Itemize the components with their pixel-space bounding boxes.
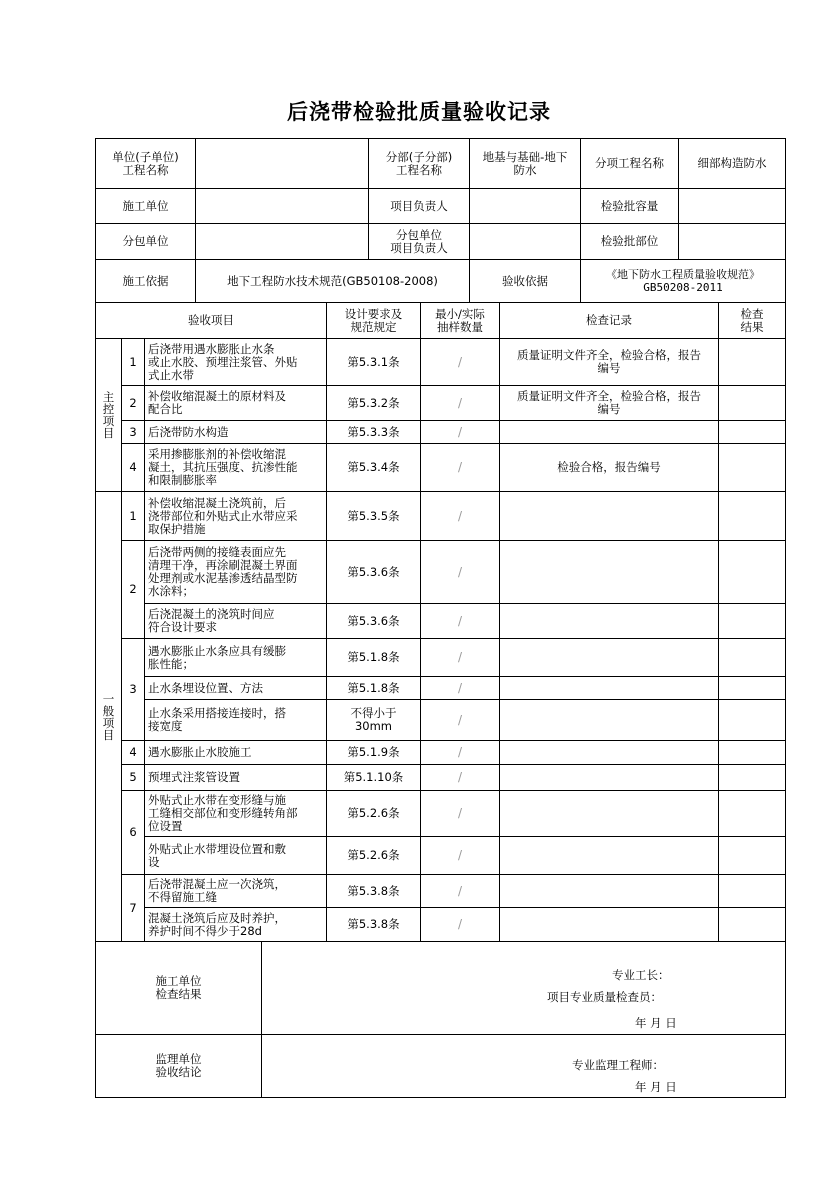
division-project-name-value: 地基与基础-地下 防水 (469, 138, 581, 189)
main-item-sample-slash: / (420, 420, 500, 444)
main-item-result-field[interactable] (718, 443, 786, 492)
main-item-result-field[interactable] (718, 420, 786, 444)
general-item-clause: 第5.1.8条 (326, 638, 421, 677)
subcontractor-label: 分包单位 (95, 223, 196, 260)
contractor-check-label: 施工单位 检查结果 (95, 941, 262, 1035)
general-item-number: 4 (121, 740, 145, 765)
general-item-description: 止水条埋设位置、方法 (144, 676, 327, 700)
general-item-result-field[interactable] (718, 764, 786, 791)
batch-location-field[interactable] (678, 223, 786, 260)
supervisor-date: 年 月 日 (635, 1080, 677, 1094)
general-item-description: 后浇带两侧的接缝表面应先 清理干净，再涂刷混凝土界面 处理剂或水泥基渗透结晶型防 水涂料； (144, 540, 327, 604)
general-item-description: 遇水膨胀止水条应具有缓膨 胀性能； (144, 638, 327, 677)
general-item-record-field[interactable] (499, 790, 719, 837)
general-item-description: 止水条采用搭接连接时，搭 接宽度 (144, 699, 327, 741)
general-item-description: 预埋式注浆管设置 (144, 764, 327, 791)
general-item-result-field[interactable] (718, 699, 786, 741)
general-item-number: 2 (121, 540, 145, 639)
qc-inspector-signature-label: 项目专业质量检查员： (547, 990, 662, 1004)
general-item-clause: 第5.3.8条 (326, 874, 421, 908)
general-item-result-field[interactable] (718, 874, 786, 908)
column-header-item: 验收项目 (95, 302, 327, 339)
main-item-clause: 第5.3.4条 (326, 443, 421, 492)
main-item-clause: 第5.3.3条 (326, 420, 421, 444)
general-item-description: 外贴式止水带在变形缝与施 工缝相交部位和变形缝转角部 位设置 (144, 790, 327, 837)
general-item-number: 6 (121, 790, 145, 875)
batch-capacity-field[interactable] (678, 188, 786, 224)
contractor-label: 施工单位 (95, 188, 196, 224)
general-item-sample-slash: / (420, 491, 500, 541)
sub-project-manager-label: 分包单位 项目负责人 (368, 223, 470, 260)
main-control-group-label: 主 控 项 目 (95, 338, 122, 492)
contractor-check-area[interactable] (261, 941, 786, 1035)
main-item-sample-slash: / (420, 443, 500, 492)
division-project-name-label: 分部(子分部) 工程名称 (368, 138, 470, 189)
column-header-design: 设计要求及 规范规定 (326, 302, 421, 339)
project-manager-field[interactable] (469, 188, 581, 224)
unit-project-name-field[interactable] (195, 138, 369, 189)
supervisor-conclusion-area[interactable] (261, 1034, 786, 1098)
general-item-sample-slash: / (420, 603, 500, 639)
supervising-engineer-signature-label: 专业监理工程师： (572, 1058, 664, 1072)
general-item-record-field[interactable] (499, 874, 719, 908)
general-item-clause: 第5.2.6条 (326, 790, 421, 837)
project-manager-label: 项目负责人 (368, 188, 470, 224)
general-item-result-field[interactable] (718, 676, 786, 700)
general-item-result-field[interactable] (718, 836, 786, 875)
subitem-project-name-label: 分项工程名称 (580, 138, 679, 189)
general-item-record-field[interactable] (499, 638, 719, 677)
general-item-clause: 第5.3.8条 (326, 907, 421, 942)
general-item-record-field[interactable] (499, 836, 719, 875)
supervisor-conclusion-label: 监理单位 验收结论 (95, 1034, 262, 1098)
general-item-clause: 第5.2.6条 (326, 836, 421, 875)
general-item-result-field[interactable] (718, 638, 786, 677)
general-item-result-field[interactable] (718, 540, 786, 604)
contractor-field[interactable] (195, 188, 369, 224)
general-item-sample-slash: / (420, 540, 500, 604)
general-item-record-field[interactable] (499, 699, 719, 741)
general-item-sample-slash: / (420, 790, 500, 837)
main-item-description: 后浇带防水构造 (144, 420, 327, 444)
construction-basis-value: 地下工程防水技术规范(GB50108-2008) (195, 259, 470, 303)
general-item-clause: 第5.3.6条 (326, 603, 421, 639)
main-item-result-field[interactable] (718, 338, 786, 386)
general-item-record-field[interactable] (499, 764, 719, 791)
general-item-description: 后浇带混凝土应一次浇筑， 不得留施工缝 (144, 874, 327, 908)
main-item-number: 2 (121, 385, 145, 421)
main-item-record[interactable] (499, 420, 719, 444)
general-group-label: 一 般 项 目 (95, 491, 122, 942)
batch-location-label: 检验批部位 (580, 223, 679, 260)
general-item-description: 补偿收缩混凝土浇筑前，后 浇带部位和外贴式止水带应采 取保护措施 (144, 491, 327, 541)
general-item-number: 1 (121, 491, 145, 541)
general-item-clause: 第5.3.6条 (326, 540, 421, 604)
general-item-sample-slash: / (420, 836, 500, 875)
general-item-description: 遇水膨胀止水胶施工 (144, 740, 327, 765)
main-item-number: 4 (121, 443, 145, 492)
general-item-record-field[interactable] (499, 676, 719, 700)
general-item-record-field[interactable] (499, 540, 719, 604)
main-item-description: 补偿收缩混凝土的原材料及 配合比 (144, 385, 327, 421)
main-item-sample-slash: / (420, 338, 500, 386)
general-item-sample-slash: / (420, 638, 500, 677)
sub-project-manager-field[interactable] (469, 223, 581, 260)
general-item-result-field[interactable] (718, 603, 786, 639)
column-header-sample: 最小/实际 抽样数量 (420, 302, 500, 339)
general-item-clause: 不得小于 30mm (326, 699, 421, 741)
main-item-sample-slash: / (420, 385, 500, 421)
general-item-clause: 第5.1.10条 (326, 764, 421, 791)
general-item-number: 3 (121, 638, 145, 741)
general-item-result-field[interactable] (718, 491, 786, 541)
general-item-sample-slash: / (420, 740, 500, 765)
general-item-sample-slash: / (420, 907, 500, 942)
main-item-clause: 第5.3.2条 (326, 385, 421, 421)
main-item-clause: 第5.3.1条 (326, 338, 421, 386)
general-item-description: 混凝土浇筑后应及时养护， 养护时间不得少于28d (144, 907, 327, 942)
main-item-description: 采用掺膨胀剂的补偿收缩混 凝土，其抗压强度、抗渗性能 和限制膨胀率 (144, 443, 327, 492)
general-item-clause: 第5.1.8条 (326, 676, 421, 700)
unit-project-name-label: 单位(子单位) 工程名称 (95, 138, 196, 189)
acceptance-basis-label: 验收依据 (469, 259, 581, 303)
main-item-number: 3 (121, 420, 145, 444)
column-header-record: 检查记录 (499, 302, 719, 339)
general-item-description: 后浇混凝土的浇筑时间应 符合设计要求 (144, 603, 327, 639)
foreman-signature-label: 专业工长： (612, 968, 670, 982)
general-item-number: 7 (121, 874, 145, 942)
main-item-record[interactable]: 检验合格，报告编号 (499, 443, 719, 492)
main-item-description: 后浇带用遇水膨胀止水条 或止水胶、预埋注浆管、外贴 式止水带 (144, 338, 327, 386)
general-item-sample-slash: / (420, 764, 500, 791)
general-item-clause: 第5.1.9条 (326, 740, 421, 765)
general-item-sample-slash: / (420, 699, 500, 741)
main-item-number: 1 (121, 338, 145, 386)
general-item-sample-slash: / (420, 676, 500, 700)
page-title: 后浇带检验批质量验收记录 (287, 99, 551, 124)
contractor-date: 年 月 日 (635, 1016, 677, 1030)
construction-basis-label: 施工依据 (95, 259, 196, 303)
general-item-result-field[interactable] (718, 790, 786, 837)
general-item-sample-slash: / (420, 874, 500, 908)
general-item-result-field[interactable] (718, 740, 786, 765)
main-item-record[interactable]: 质量证明文件齐全，检验合格，报告 编号 (499, 338, 719, 386)
general-item-description: 外贴式止水带埋设位置和敷 设 (144, 836, 327, 875)
column-header-result: 检查 结果 (718, 302, 786, 339)
main-item-result-field[interactable] (718, 385, 786, 421)
acceptance-basis-value: 《地下防水工程质量验收规范》 GB50208-2011 (580, 259, 786, 303)
general-item-record-field[interactable] (499, 740, 719, 765)
general-item-record-field[interactable] (499, 491, 719, 541)
batch-capacity-label: 检验批容量 (580, 188, 679, 224)
general-item-record-field[interactable] (499, 907, 719, 942)
subitem-project-name-value: 细部构造防水 (678, 138, 786, 189)
general-item-clause: 第5.3.5条 (326, 491, 421, 541)
main-item-record[interactable]: 质量证明文件齐全，检验合格，报告 编号 (499, 385, 719, 421)
general-item-result-field[interactable] (718, 907, 786, 942)
general-item-number: 5 (121, 764, 145, 791)
subcontractor-field[interactable] (195, 223, 369, 260)
general-item-record-field[interactable] (499, 603, 719, 639)
